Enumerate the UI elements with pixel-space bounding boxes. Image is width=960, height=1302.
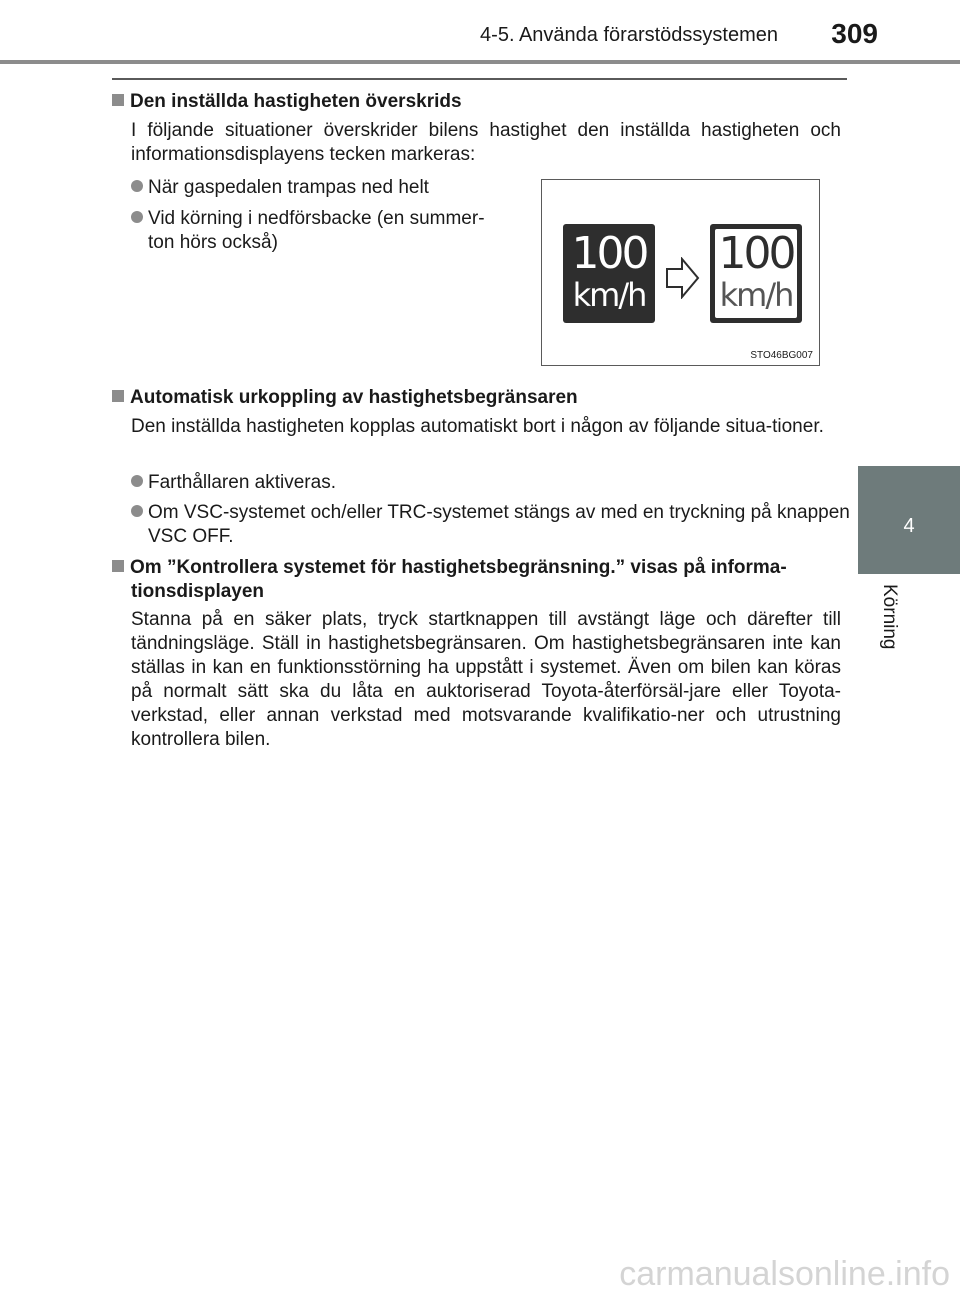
- section-heading-check-system: [112, 556, 787, 580]
- bullet-continuation: [148, 231, 278, 255]
- speed-unit: km/h: [719, 276, 793, 314]
- bullet-item: [131, 471, 336, 495]
- heading-square-icon: [112, 560, 124, 572]
- bullet-text: Vid körning i nedförsbacke (en summer-: [148, 208, 485, 229]
- figure-code: STO46BG007: [750, 350, 813, 361]
- heading-text: Om ”Kontrollera systemet för hastighetsbegränsning.” visas på informa-: [130, 557, 787, 578]
- bullet-dot-icon: [131, 180, 143, 192]
- speed-sign-normal: [563, 224, 655, 323]
- page-number: 309: [831, 18, 878, 49]
- bullet-item: [131, 176, 429, 200]
- speed-value: 100: [718, 228, 794, 279]
- bullet-text: Farthållaren aktiveras.: [148, 472, 336, 493]
- section-heading-continuation: [131, 580, 264, 604]
- arrow-right-icon: [666, 257, 700, 299]
- content-divider: [112, 78, 847, 80]
- speed-unit: km/h: [572, 276, 646, 314]
- heading-square-icon: [112, 94, 124, 106]
- speed-value: 100: [571, 228, 647, 279]
- bullet-dot-icon: [131, 211, 143, 223]
- bullet-item: [131, 207, 485, 231]
- bullet-text: När gaspedalen trampas ned helt: [148, 177, 429, 198]
- heading-square-icon: [112, 390, 124, 402]
- chapter-label: Körning: [879, 584, 900, 650]
- bullet-text: ton hörs också): [148, 232, 278, 253]
- watermark: carmanualsonline.info: [619, 1255, 950, 1293]
- heading-text: Automatisk urkoppling av hastighetsbegränsaren: [130, 387, 578, 408]
- section-heading-auto-disengage: [112, 386, 578, 410]
- chapter-tab: [858, 466, 960, 574]
- speed-sign-highlighted: [710, 224, 802, 323]
- paragraph-exceeded: I följande situationer överskrider bilens hastighet den inställda hastigheten och informationsdisplayens tecken markeras:: [131, 120, 841, 165]
- paragraph-auto-disengage: Den inställda hastigheten kopplas automatiskt bort i någon av följande situa-tioner.: [131, 416, 824, 437]
- heading-text: Den inställda hastigheten överskrids: [130, 91, 462, 112]
- header-divider: [0, 60, 960, 64]
- chapter-number: 4: [903, 515, 915, 537]
- bullet-dot-icon: [131, 505, 143, 517]
- speed-display-figure: [541, 179, 820, 366]
- bullet-text: Om VSC-systemet och/eller TRC-systemet stängs av med en tryckning på knappen VSC OFF.: [148, 502, 850, 547]
- section-heading-exceeded: [112, 90, 462, 114]
- paragraph-check-system: Stanna på en säker plats, tryck startknappen till avstängt läge och därefter till tändningsläge. Ställ in hastighetsbegränsaren. Om hastighetsbegränsaren inte kan ställas in kan en funktionsstörning ha uppstått i systemet. Även om bilen kan köras på normalt sätt ska du låta en auktoriserad Toyota-återförsäl-jare eller Toyota-verkstad, eller annan verkstad med motsvarande kvalifikatio-ner och utrustning kontrollera bilen.: [131, 609, 841, 750]
- heading-text: tionsdisplayen: [131, 581, 265, 602]
- bullet-dot-icon: [131, 475, 143, 487]
- section-title: 4-5. Använda förarstödssystemen: [480, 24, 778, 46]
- bullet-item: [131, 501, 858, 549]
